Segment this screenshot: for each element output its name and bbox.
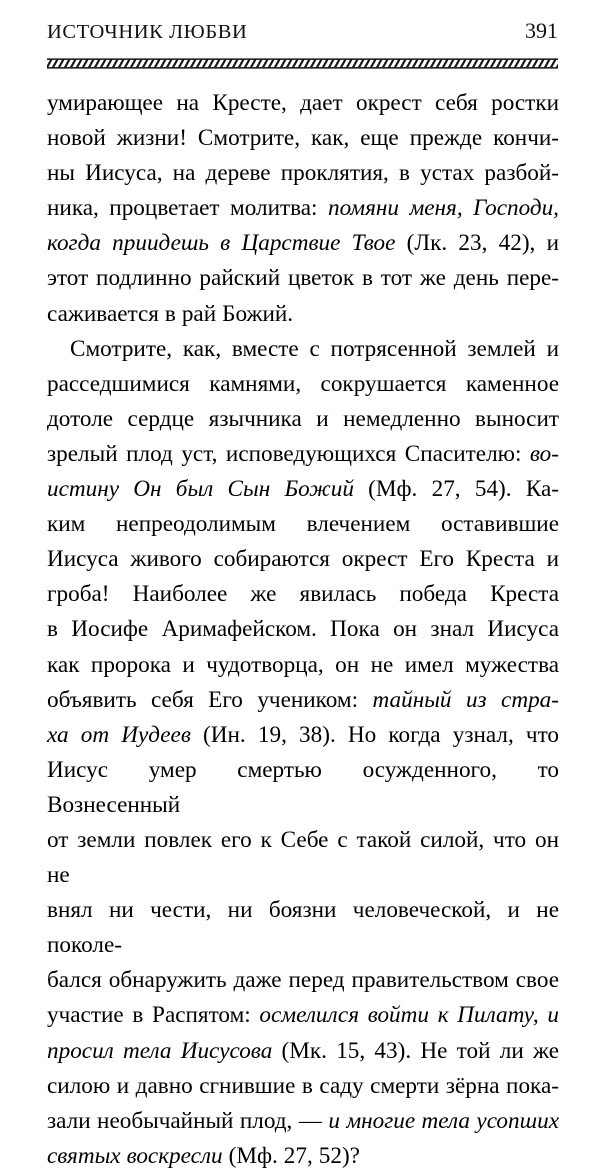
text-run: участие в Распятом: xyxy=(47,1002,260,1029)
text-run: дотоле сердце язычника и немедленно выносит xyxy=(47,405,559,432)
text-line xyxy=(47,191,559,226)
text-line xyxy=(47,998,559,1033)
text-run: расседшимися камнями, сокрушается каменное xyxy=(47,370,559,397)
text-run: гроба! Наиболее же явилась победа Креста xyxy=(47,581,559,608)
scripture-quote: истину Он был Сын Божий xyxy=(47,476,354,503)
scripture-quote: ха от Иудеев xyxy=(47,721,191,748)
text-line xyxy=(47,1139,559,1174)
text-line xyxy=(47,332,559,367)
text-line xyxy=(47,893,565,963)
text-run: Иисус умер смертью осужденного, то Вознесенный xyxy=(47,756,565,818)
text-run: как пророка и чудотворца, он не имел мужества xyxy=(47,651,559,678)
scripture-quote: и многие тела усопших xyxy=(328,1107,559,1134)
text-run: в Иосифе Аримафейском. Пока он знал Иисуса xyxy=(47,616,559,643)
text-line xyxy=(47,823,565,893)
text-run: ким непреодолимым влечением оставившие xyxy=(47,511,559,538)
text-line xyxy=(47,261,559,296)
text-run: объявить себя Его учеником: xyxy=(47,686,373,713)
text-line xyxy=(47,226,559,261)
text-line xyxy=(47,367,559,402)
text-line xyxy=(47,121,559,156)
text-line xyxy=(47,156,559,191)
scripture-quote: тайный из стра- xyxy=(372,686,559,713)
text-line xyxy=(47,402,559,437)
scripture-quote: во- xyxy=(529,440,559,467)
text-run: ны Иисуса, на дереве проклятия, в устах разбой- xyxy=(47,160,559,187)
body-text xyxy=(47,86,565,1174)
text-line xyxy=(47,1069,559,1104)
text-line xyxy=(47,577,559,612)
text-run: (Мф. 27, 52)? xyxy=(222,1142,360,1169)
text-run: умирающее на Кресте, дает окрест себя ростки xyxy=(47,90,559,116)
text-line xyxy=(47,297,559,332)
text-line xyxy=(47,472,559,507)
scripture-quote: помяни меня, Господи, xyxy=(327,195,559,222)
text-run: Смотрите, как, вместе с потрясенной землей и xyxy=(70,335,559,362)
text-line xyxy=(47,542,559,577)
text-line xyxy=(47,963,559,998)
scripture-quote: просил тела Иисусова xyxy=(47,1037,273,1064)
text-line xyxy=(47,507,559,542)
text-run: от земли повлек его к Себе с такой силой, что он не xyxy=(47,826,565,889)
running-head-title: ИСТОЧНИК ЛЮБВИ xyxy=(47,21,248,43)
text-line xyxy=(47,1104,559,1139)
text-run: зрелый плод уст, исповедующихся Спасителю: xyxy=(47,440,530,467)
paragraph xyxy=(47,332,565,1174)
text-run: (Ин. 19, 38). Но когда узнал, что xyxy=(190,721,559,748)
text-run: внял ни чести, ни боязни человеческой, и не поколе- xyxy=(47,897,565,959)
text-line xyxy=(47,648,559,683)
text-line xyxy=(47,718,559,753)
text-run: (Лк. 23, 42), и xyxy=(395,230,559,257)
text-run: Иисуса живого собираются окрест Его Креста и xyxy=(47,546,559,573)
scripture-quote: осмелился войти к Пилату, и xyxy=(259,1002,559,1029)
text-line xyxy=(47,612,559,647)
text-line xyxy=(47,437,559,472)
text-run: бался обнаружить даже перед правительством свое xyxy=(47,967,559,994)
scripture-quote: святых воскресли xyxy=(47,1142,223,1169)
running-head xyxy=(47,20,558,48)
text-line xyxy=(47,753,565,823)
text-run: (Мк. 15, 43). Не той ли же xyxy=(272,1037,559,1064)
text-run: саживается в рай Божий. xyxy=(47,300,294,327)
paragraph xyxy=(47,86,559,332)
text-run: этот подлинно райский цветок в тот же день пере- xyxy=(47,265,559,292)
text-line xyxy=(47,86,559,121)
text-line xyxy=(47,1034,559,1069)
text-run: зали необычайный плод, — xyxy=(47,1107,329,1134)
text-line xyxy=(47,683,559,718)
braided-rope-divider-icon xyxy=(47,58,558,69)
text-run: новой жизни! Смотрите, как, еще прежде кончи- xyxy=(47,125,559,152)
scripture-quote: когда приидешь в Царствие Твое xyxy=(47,230,396,257)
page-number: 391 xyxy=(525,18,558,43)
text-run: (Мф. 27, 54). Ка- xyxy=(353,476,559,503)
text-run: ника, процветает молитва: xyxy=(47,195,328,222)
text-run: силою и давно сгнившие в саду смерти зёрна пока- xyxy=(47,1072,559,1099)
